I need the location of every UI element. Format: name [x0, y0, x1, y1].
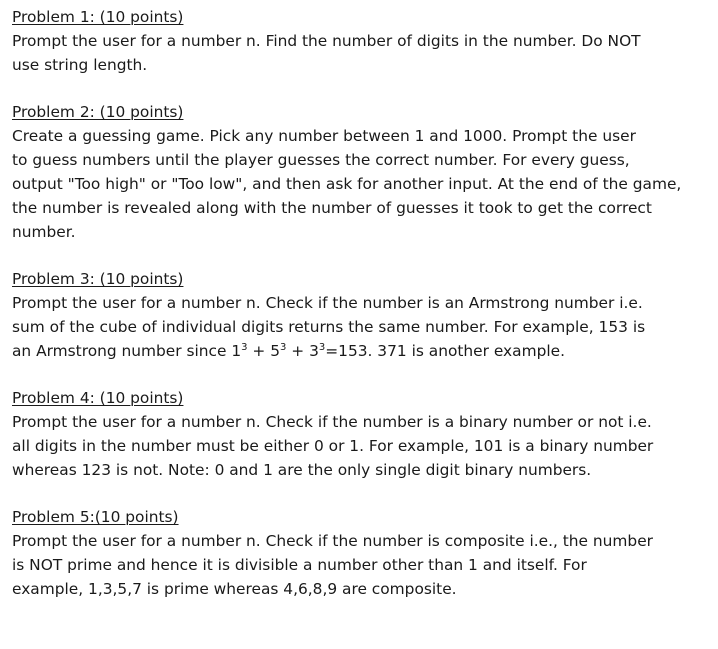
problem-text-line: all digits in the number must be either 0 or 1. For example, 101 is a binary number: [12, 437, 654, 455]
formula-term: + 3: [286, 342, 319, 360]
problem-heading: Problem 1: (10 points): [12, 8, 184, 26]
problem-5: [12, 505, 712, 601]
problem-text-line: Prompt the user for a number n. Check if the number is a binary number or not i.e.: [12, 413, 652, 431]
problem-text-line: to guess numbers until the player guesses the correct number. For every guess,: [12, 151, 630, 169]
problem-heading: Problem 2: (10 points): [12, 103, 184, 121]
formula-exponent: 3: [318, 342, 326, 353]
problem-1: [12, 5, 712, 77]
problem-heading: Problem 3: (10 points): [12, 270, 184, 288]
document-body: [12, 5, 712, 601]
formula-prefix: an Armstrong number since 1: [12, 342, 242, 360]
problem-text-line: the number is revealed along with the number of guesses it took to get the correct: [12, 199, 652, 217]
problem-text-line: Create a guessing game. Pick any number between 1 and 1000. Prompt the user: [12, 127, 636, 145]
problem-text-line: Prompt the user for a number n. Find the number of digits in the number. Do NOT: [12, 32, 641, 50]
formula-suffix: =153. 371 is another example.: [325, 342, 565, 360]
armstrong-formula-line: [12, 339, 712, 363]
problem-text-line: Prompt the user for a number n. Check if the number is an Armstrong number i.e.: [12, 294, 643, 312]
problem-3: [12, 267, 712, 363]
problem-text-line: whereas 123 is not. Note: 0 and 1 are the only single digit binary numbers.: [12, 461, 592, 479]
problem-text-line: Prompt the user for a number n. Check if the number is composite i.e., the number: [12, 532, 653, 550]
problem-text-line: is NOT prime and hence it is divisible a number other than 1 and itself. For: [12, 556, 587, 574]
problem-heading: Problem 4: (10 points): [12, 389, 184, 407]
problem-4: [12, 386, 712, 482]
formula-exponent: 3: [241, 342, 248, 353]
problem-text-line: sum of the cube of individual digits returns the same number. For example, 153 is: [12, 318, 646, 336]
problem-text-line: number.: [12, 223, 76, 241]
problem-text-line: use string length.: [12, 56, 148, 74]
problem-heading: Problem 5:(10 points): [12, 508, 179, 526]
formula-term: + 5: [247, 342, 281, 360]
problem-2: [12, 100, 712, 244]
problem-text-line: output "Too high" or "Too low", and then ask for another input. At the end of the game,: [12, 175, 682, 193]
problem-text-line: example, 1,3,5,7 is prime whereas 4,6,8,9 are composite.: [12, 580, 457, 598]
formula-exponent: 3: [280, 342, 287, 353]
